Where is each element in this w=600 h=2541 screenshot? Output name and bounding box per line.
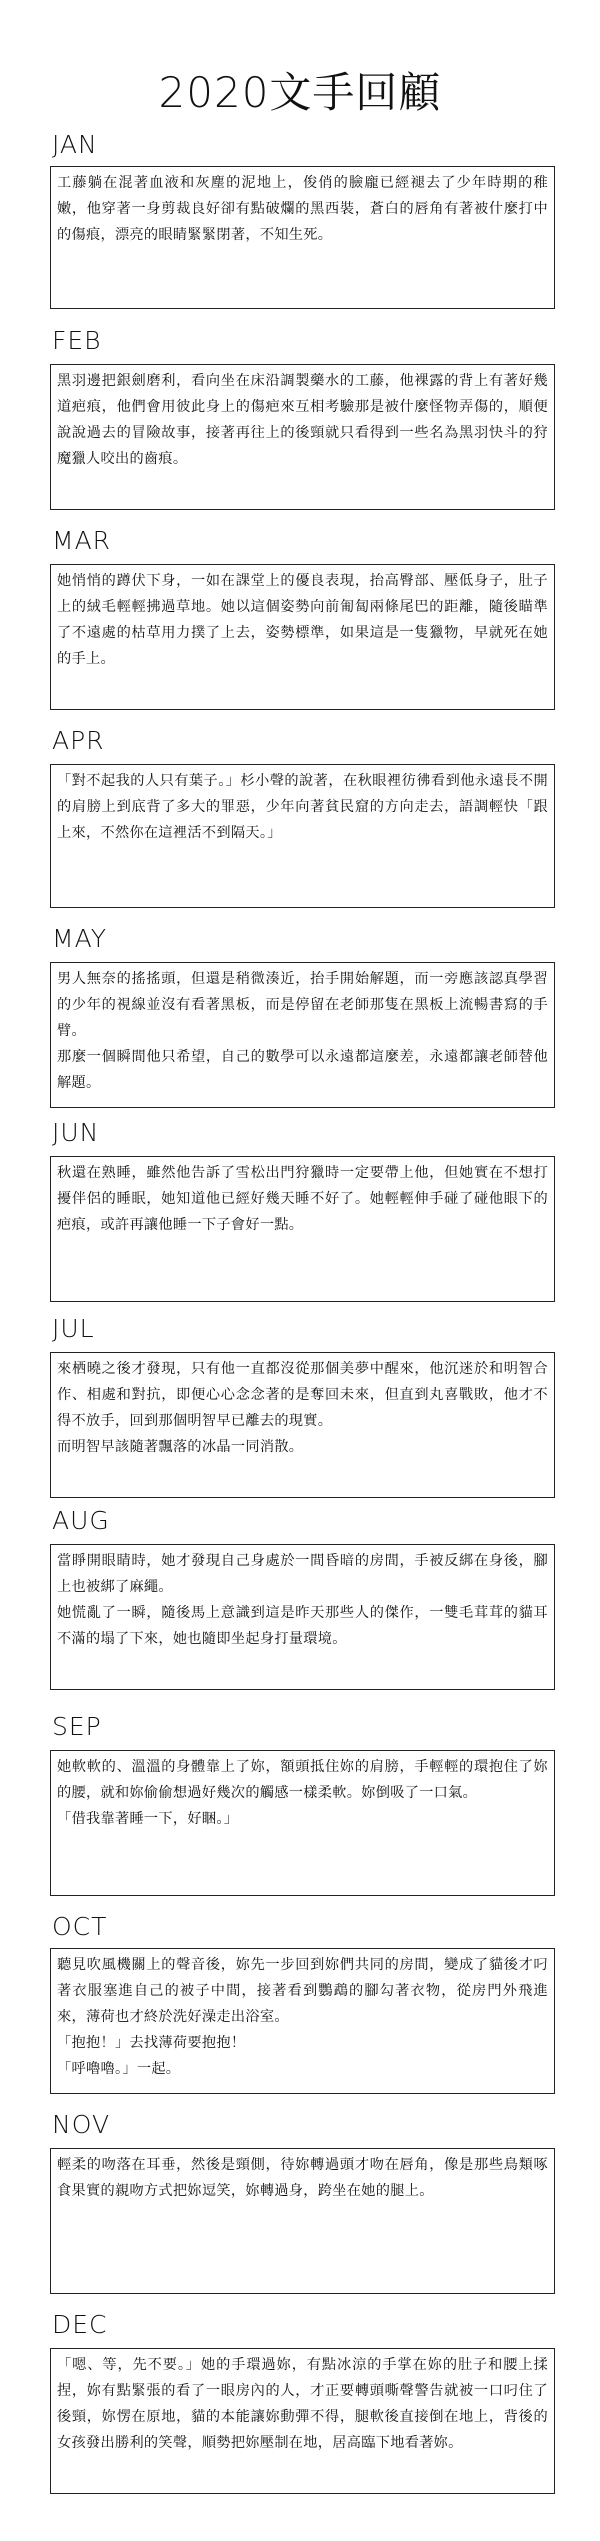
entry-paragraph: 工藤躺在混著血液和灰塵的泥地上，俊俏的臉龐已經褪去了少年時期的稚嫩，他穿著一身剪裁良好卻有點破爛的黑西裝，蒼白的唇角有著被什麼打中的傷痕，漂亮的眼睛緊緊閉著，不知生死。	[57, 175, 548, 243]
entry-paragraph: 黑羽邊把銀劍磨利，看向坐在床沿調製藥水的工藤，他裸露的背上有著好幾道疤痕，他們會用彼此身上的傷疤來互相考驗那是被什麼怪物弄傷的，順便說說過去的冒險故事，接著再往上的後頸就只看得到一些名為黑羽快斗的狩魔獵人咬出的齒痕。	[57, 373, 548, 467]
entry-paragraph: 「借我靠著睡一下，好睏。」	[57, 1811, 239, 1827]
entry-paragraph: 她軟軟的、溫溫的身體靠上了妳，額頭抵住妳的肩膀，手輕輕的環抱住了妳的腰，就和妳偷偷想過好幾次的觸感一樣柔軟。妳倒吸了一口氣。	[57, 1759, 548, 1801]
month-label-mar: MAR	[52, 526, 112, 555]
entry-box-sep	[50, 1750, 555, 1896]
entry-paragraph: 「嗯、等，先不要。」她的手環過妳，有點冰涼的手掌在妳的肚子和腰上揉捏，妳有點緊張的看了一眼房內的人，才正要轉頭嘶聲警告就被一口叼住了後頸，妳愣在原地，貓的本能讓妳動彈不得，腿軟後直接倒在地上，背後的女孩發出勝利的笑聲，順勢把妳壓制在地，居高臨下地看著妳。	[57, 2357, 548, 2451]
month-label-feb: FEB	[52, 326, 102, 355]
page-title: 2020文手回顧	[158, 68, 442, 118]
entry-box-nov	[50, 2148, 555, 2294]
entry-box-feb	[50, 364, 555, 510]
entry-paragraph: 「呼嚕嚕。」一起。	[57, 2061, 181, 2077]
entry-box-jul	[50, 1352, 555, 1498]
entry-paragraph: 那麼一個瞬間他只希望，自己的數學可以永遠都這麼差，永遠都讓老師替他解題。	[57, 1049, 548, 1091]
entry-box-apr	[50, 764, 555, 908]
entry-paragraph: 當睜開眼睛時，她才發現自己身處於一間昏暗的房間，手被反綁在身後，腳上也被綁了麻繩。	[57, 1553, 548, 1595]
entry-paragraph: 秋還在熟睡，雖然他告訴了雪松出門狩獵時一定要帶上他，但她實在不想打擾伴侶的睡眠，她知道他已經好幾天睡不好了。她輕輕伸手碰了碰他眼下的疤痕，或許再讓他睡一下子會好一點。	[57, 1165, 548, 1233]
entry-box-jan	[50, 166, 555, 309]
month-label-may: MAY	[52, 924, 108, 953]
entry-paragraph: 輕柔的吻落在耳垂，然後是頸側，待妳轉過頭才吻在唇角，像是那些鳥類啄食果實的親吻方式把妳逗笑，妳轉過身，跨坐在她的腿上。	[57, 2157, 548, 2199]
entry-paragraph: 她慌亂了一瞬，隨後馬上意識到這是昨天那些人的傑作，一雙毛茸茸的貓耳不滿的塌了下來，她也隨即坐起身打量環境。	[57, 1605, 548, 1647]
entry-box-dec	[50, 2348, 555, 2494]
month-label-jul: JUL	[52, 1314, 95, 1343]
entry-paragraph: 來栖曉之後才發現，只有他一直都沒從那個美夢中醒來，他沉迷於和明智合作、相處和對抗，即便心心念念著的是奪回未來，但直到丸喜戰敗，他才不得不放手，回到那個明智早已離去的現實。	[57, 1361, 548, 1429]
entry-box-oct	[50, 1948, 555, 2094]
entry-paragraph: 聽見吹風機關上的聲音後，妳先一步回到妳們共同的房間，變成了貓後才叼著衣服塞進自己的被子中間，接著看到鸚鵡的腳勾著衣物，從房門外飛進來，薄荷也才終於洗好澡走出浴室。	[57, 1957, 548, 2025]
entry-box-mar	[50, 564, 555, 710]
month-label-oct: OCT	[52, 1912, 108, 1941]
entry-paragraph: 而明智早該隨著飄落的冰晶一同消散。	[57, 1439, 304, 1455]
month-label-jun: JUN	[52, 1118, 100, 1147]
month-label-aug: AUG	[52, 1506, 110, 1535]
month-label-jan: JAN	[52, 130, 98, 159]
month-label-apr: APR	[52, 726, 105, 755]
entry-box-jun	[50, 1156, 555, 1302]
entry-box-may	[50, 962, 555, 1108]
month-label-sep: SEP	[52, 1712, 102, 1741]
entry-paragraph: 「對不起我的人只有葉子。」杉小聲的說著，在秋眼裡彷彿看到他永遠長不開的肩膀上到底背了多大的罪惡，少年向著貧民窟的方向走去，語調輕快「跟上來，不然你在這裡活不到隔天。」	[57, 773, 548, 841]
entry-paragraph: 男人無奈的搖搖頭，但還是稍微湊近，抬手開始解題，而一旁應該認真學習的少年的視線並沒有看著黑板，而是停留在老師那隻在黑板上流暢書寫的手臂。	[57, 971, 548, 1039]
month-label-nov: NOV	[52, 2110, 111, 2139]
entry-paragraph: 「抱抱！」去找薄荷要抱抱！	[57, 2035, 246, 2051]
month-label-dec: DEC	[52, 2310, 108, 2339]
entry-box-aug	[50, 1544, 555, 1690]
entry-paragraph: 她悄悄的蹲伏下身，一如在課堂上的優良表現，抬高臀部、壓低身子，肚子上的絨毛輕輕拂過草地。她以這個姿勢向前匍匐兩條尾巴的距離，隨後瞄準了不遠處的枯草用力撲了上去，姿勢標準，如果這是一隻獵物，早就死在她的手上。	[57, 573, 548, 667]
